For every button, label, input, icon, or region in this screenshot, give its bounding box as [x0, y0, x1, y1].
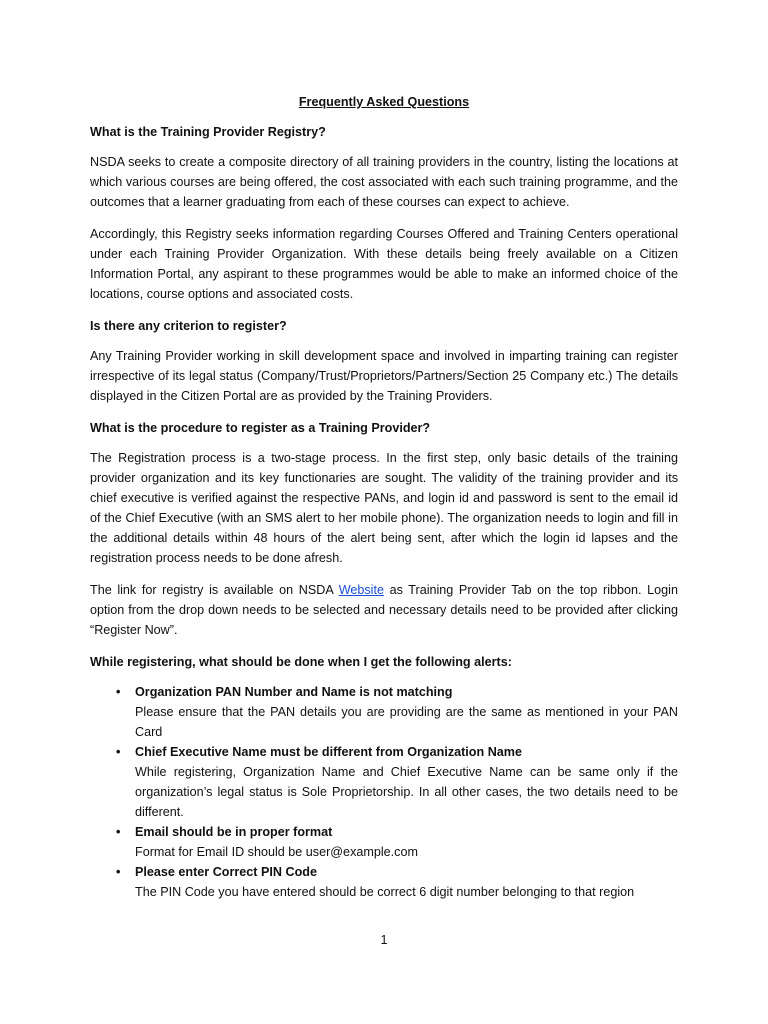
alert-title: Organization PAN Number and Name is not matching	[135, 685, 453, 699]
link-paragraph-text: The link for registry is available on NSDA	[90, 583, 339, 597]
page-title: Frequently Asked Questions	[298, 95, 470, 109]
answer-paragraph: Any Training Provider working in skill development space and involved in imparting training can register irrespective of its legal status (Company/Trust/Proprietors/Partners/Section 25 Company etc.) The details displayed in the Citizen Portal are as provided by the Training Providers.	[90, 349, 678, 403]
answer-paragraph: NSDA seeks to create a composite directory of all training providers in the country, listing the locations at which various courses are being offered, the cost associated with each such training programme, and the outcomes that a learner graduating from each of these courses can expect to achieve.	[90, 155, 678, 209]
list-item	[90, 742, 678, 822]
registry-link-paragraph	[90, 580, 678, 640]
alert-text: Format for Email ID should be user@example.com	[135, 845, 418, 859]
question-alerts: While registering, what should be done when I get the following alerts:	[90, 655, 512, 669]
list-item	[90, 682, 678, 742]
list-item	[90, 862, 678, 902]
question-procedure: What is the procedure to register as a Training Provider?	[90, 421, 431, 435]
question-training-provider-registry: What is the Training Provider Registry?	[90, 125, 326, 139]
alert-text: While registering, Organization Name and Chief Executive Name can be same only if the organization’s legal status is Sole Proprietorship. In all other cases, the two details need to be different.	[135, 765, 678, 819]
list-item	[90, 822, 678, 862]
page-number: 1	[380, 933, 388, 947]
document-page	[90, 92, 678, 902]
alert-title: Please enter Correct PIN Code	[135, 865, 317, 879]
bullet-icon: •	[116, 825, 121, 839]
bullet-icon: •	[116, 865, 121, 879]
answer-paragraph: The Registration process is a two-stage process. In the first step, only basic details of the training provider organization and its key functionaries are sought. The validity of the training provider and its chief executive is verified against the respective PANs, and login id and password is sent to the email id of the Chief Executive (with an SMS alert to her mobile phone). The organization needs to login and fill in the additional details within 48 hours of the alert being sent, after which the login id lapses and the registration process needs to be done afresh.	[90, 451, 678, 565]
bullet-icon: •	[116, 685, 121, 699]
alert-title: Chief Executive Name must be different from Organization Name	[135, 745, 522, 759]
question-criterion: Is there any criterion to register?	[90, 319, 287, 333]
link-paragraph-text: as Training Provider Tab on the top ribbon. Login option from the drop down needs to be selected and necessary details need to be provided after clicking “Register Now”.	[90, 583, 678, 637]
alert-text: The PIN Code you have entered should be correct 6 digit number belonging to that region	[135, 885, 635, 899]
alerts-list	[90, 682, 678, 902]
alert-title: Email should be in proper format	[135, 825, 333, 839]
nsda-website-link[interactable]: Website	[338, 583, 384, 597]
alert-text: Please ensure that the PAN details you are providing are the same as mentioned in your PAN Card	[135, 705, 678, 739]
bullet-icon: •	[116, 745, 121, 759]
answer-paragraph: Accordingly, this Registry seeks information regarding Courses Offered and Training Centers operational under each Training Provider Organization. With these details being freely available on a Citizen Information Portal, any aspirant to these programmes would be able to make an informed choice of the locations, course options and associated costs.	[90, 227, 678, 301]
